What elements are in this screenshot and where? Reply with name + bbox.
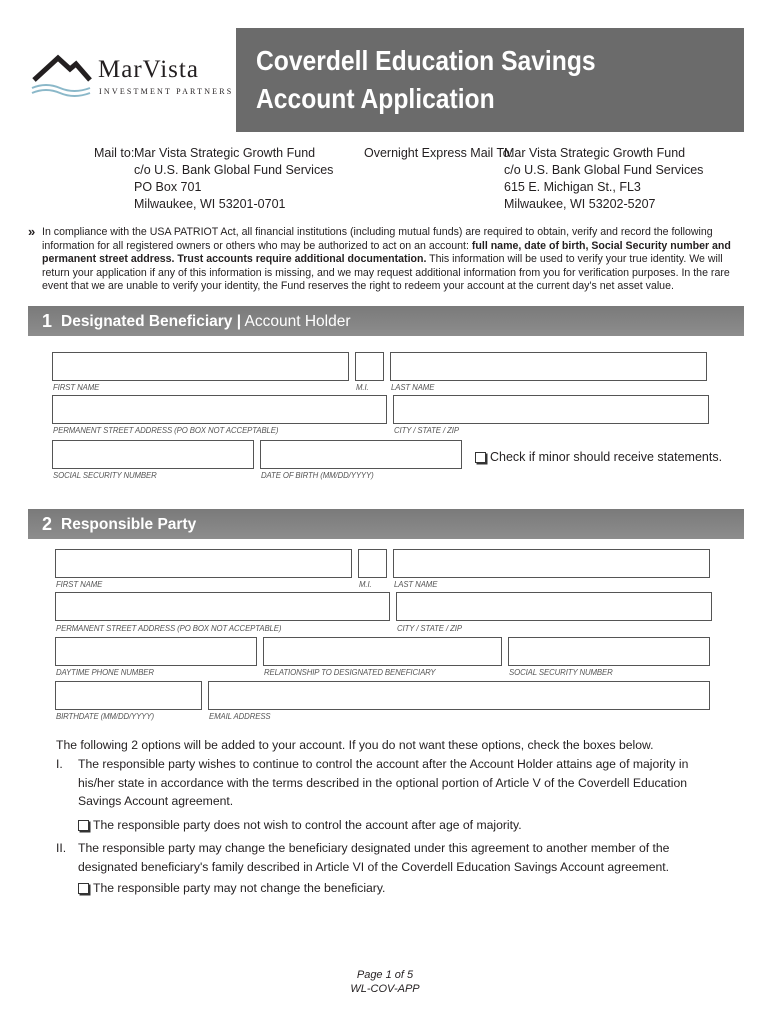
- logo-name: MarVista: [98, 56, 199, 83]
- field-label: M.I.: [359, 580, 372, 589]
- overnight-line: Mar Vista Strategic Growth Fund: [504, 146, 686, 160]
- beneficiary-dob-field[interactable]: [260, 440, 462, 469]
- title-line-1: Coverdell Education Savings: [256, 45, 596, 76]
- page-title: [256, 42, 749, 118]
- section-1-header: [28, 306, 744, 336]
- mountain-logo-icon: [30, 52, 92, 98]
- section-title-light: Account Holder: [241, 313, 351, 330]
- beneficiary-mi-field[interactable]: [355, 352, 384, 381]
- option-2-check[interactable]: [78, 879, 385, 898]
- minor-statements-option[interactable]: [475, 450, 722, 464]
- beneficiary-first-name-field[interactable]: [52, 352, 349, 381]
- responsible-first-name-field[interactable]: [55, 549, 352, 578]
- section-number: 1: [42, 311, 53, 331]
- field-label: EMAIL ADDRESS: [209, 712, 271, 721]
- field-label: M.I.: [356, 383, 369, 392]
- option-2-number: II.: [56, 841, 67, 855]
- field-label: PERMANENT STREET ADDRESS (PO BOX NOT ACCEPTABLE): [56, 624, 282, 633]
- overnight-line: Milwaukee, WI 53202-5207: [504, 197, 656, 211]
- responsible-street-field[interactable]: [55, 592, 390, 621]
- field-label: FIRST NAME: [53, 383, 100, 392]
- logo-subtitle: INVESTMENT PARTNERS: [99, 87, 234, 96]
- option-1-text: The responsible party wishes to continue to control the account after the Account Holder attains age of majority in his/her state in accordance with the terms described in the optional portion of Article V of the Coverdell Education Savings Account agreement.: [78, 757, 689, 808]
- responsible-mi-field[interactable]: [358, 549, 387, 578]
- option-1-number: I.: [56, 757, 63, 771]
- option-1-check[interactable]: [78, 816, 522, 835]
- mail-to-line: Milwaukee, WI 53201-0701: [134, 197, 286, 211]
- responsible-phone-field[interactable]: [55, 637, 257, 666]
- option-2-text: The responsible party may change the beneficiary designated under this agreement to another member of the designated beneficiary's family described in Article VI of the Coverdell Education Savings Account agreement.: [78, 841, 670, 874]
- field-label: DATE OF BIRTH (MM/DD/YYYY): [261, 471, 374, 480]
- section-number: 2: [42, 514, 53, 534]
- field-label: CITY / STATE / ZIP: [394, 426, 459, 435]
- field-label: LAST NAME: [394, 580, 438, 589]
- checkbox-label: The responsible party may not change the beneficiary.: [93, 881, 386, 895]
- minor-statements-checkbox[interactable]: [475, 452, 486, 463]
- beneficiary-last-name-field[interactable]: [390, 352, 707, 381]
- notice-text: In compliance with the USA PATRIOT Act, all financial institutions (including mutual funds) are required to obtain, verify and record the following information for all registered owners or others who may be authorized to act on an account:: [42, 226, 713, 252]
- responsible-email-field[interactable]: [208, 681, 710, 710]
- notice-bold-text: full name, date of birth, Social Security number and permanent street address. Trust accounts require additional documentation.: [42, 239, 731, 266]
- form-code: WL-COV-APP: [350, 983, 420, 995]
- mail-to-line: PO Box 701: [134, 180, 202, 194]
- mail-to-line: Mar Vista Strategic Growth Fund: [134, 146, 316, 160]
- responsible-birthdate-field[interactable]: [55, 681, 202, 710]
- field-label: LAST NAME: [391, 383, 435, 392]
- notice-text: This information will be used to verify your true identity. We will return your application if any of this information is missing, and we may request additional information from you for verification purposes. In the rare event that we are unable to verify your identity, the Fund reserves the right to redeem your account at the current day's net asset value.: [42, 253, 730, 293]
- field-label: RELATIONSHIP TO DESIGNATED BENEFICIARY: [264, 668, 436, 677]
- responsible-ssn-field[interactable]: [508, 637, 710, 666]
- title-banner: [236, 28, 744, 132]
- section-title-bold: Designated Beneficiary |: [61, 313, 242, 330]
- no-change-beneficiary-checkbox[interactable]: [78, 883, 89, 894]
- field-label: FIRST NAME: [56, 580, 103, 589]
- section-title: Responsible Party: [61, 516, 197, 533]
- field-label: PERMANENT STREET ADDRESS (PO BOX NOT ACCEPTABLE): [53, 426, 279, 435]
- responsible-last-name-field[interactable]: [393, 549, 710, 578]
- field-label: BIRTHDATE (MM/DD/YYYY): [56, 712, 155, 721]
- bullet-marker: »: [28, 224, 36, 239]
- field-label: SOCIAL SECURITY NUMBER: [53, 471, 157, 480]
- mail-to-line: c/o U.S. Bank Global Fund Services: [134, 163, 334, 177]
- overnight-line: 615 E. Michigan St., FL3: [504, 180, 641, 194]
- mail-to-label: Mail to:: [94, 146, 135, 160]
- company-logo: [30, 52, 240, 108]
- options-intro: The following 2 options will be added to your account. If you do not want these options, check the boxes below.: [56, 738, 654, 752]
- checkbox-label: Check if minor should receive statements.: [490, 450, 723, 464]
- relationship-field[interactable]: [263, 637, 502, 666]
- overnight-label: Overnight Express Mail To:: [364, 146, 514, 160]
- beneficiary-ssn-field[interactable]: [52, 440, 254, 469]
- field-label: DAYTIME PHONE NUMBER: [56, 668, 154, 677]
- section-title: [61, 313, 351, 331]
- responsible-city-field[interactable]: [396, 592, 712, 621]
- no-control-checkbox[interactable]: [78, 820, 89, 831]
- section-2-header: [28, 509, 744, 539]
- checkbox-label: The responsible party does not wish to control the account after age of majority.: [93, 818, 522, 832]
- patriot-act-notice: [42, 226, 742, 294]
- title-line-2: Account Application: [256, 83, 495, 114]
- field-label: CITY / STATE / ZIP: [397, 624, 462, 633]
- beneficiary-street-field[interactable]: [52, 395, 387, 424]
- page-number: Page 1 of 5: [356, 969, 414, 981]
- overnight-line: c/o U.S. Bank Global Fund Services: [504, 163, 704, 177]
- field-label: SOCIAL SECURITY NUMBER: [509, 668, 613, 677]
- beneficiary-city-field[interactable]: [393, 395, 709, 424]
